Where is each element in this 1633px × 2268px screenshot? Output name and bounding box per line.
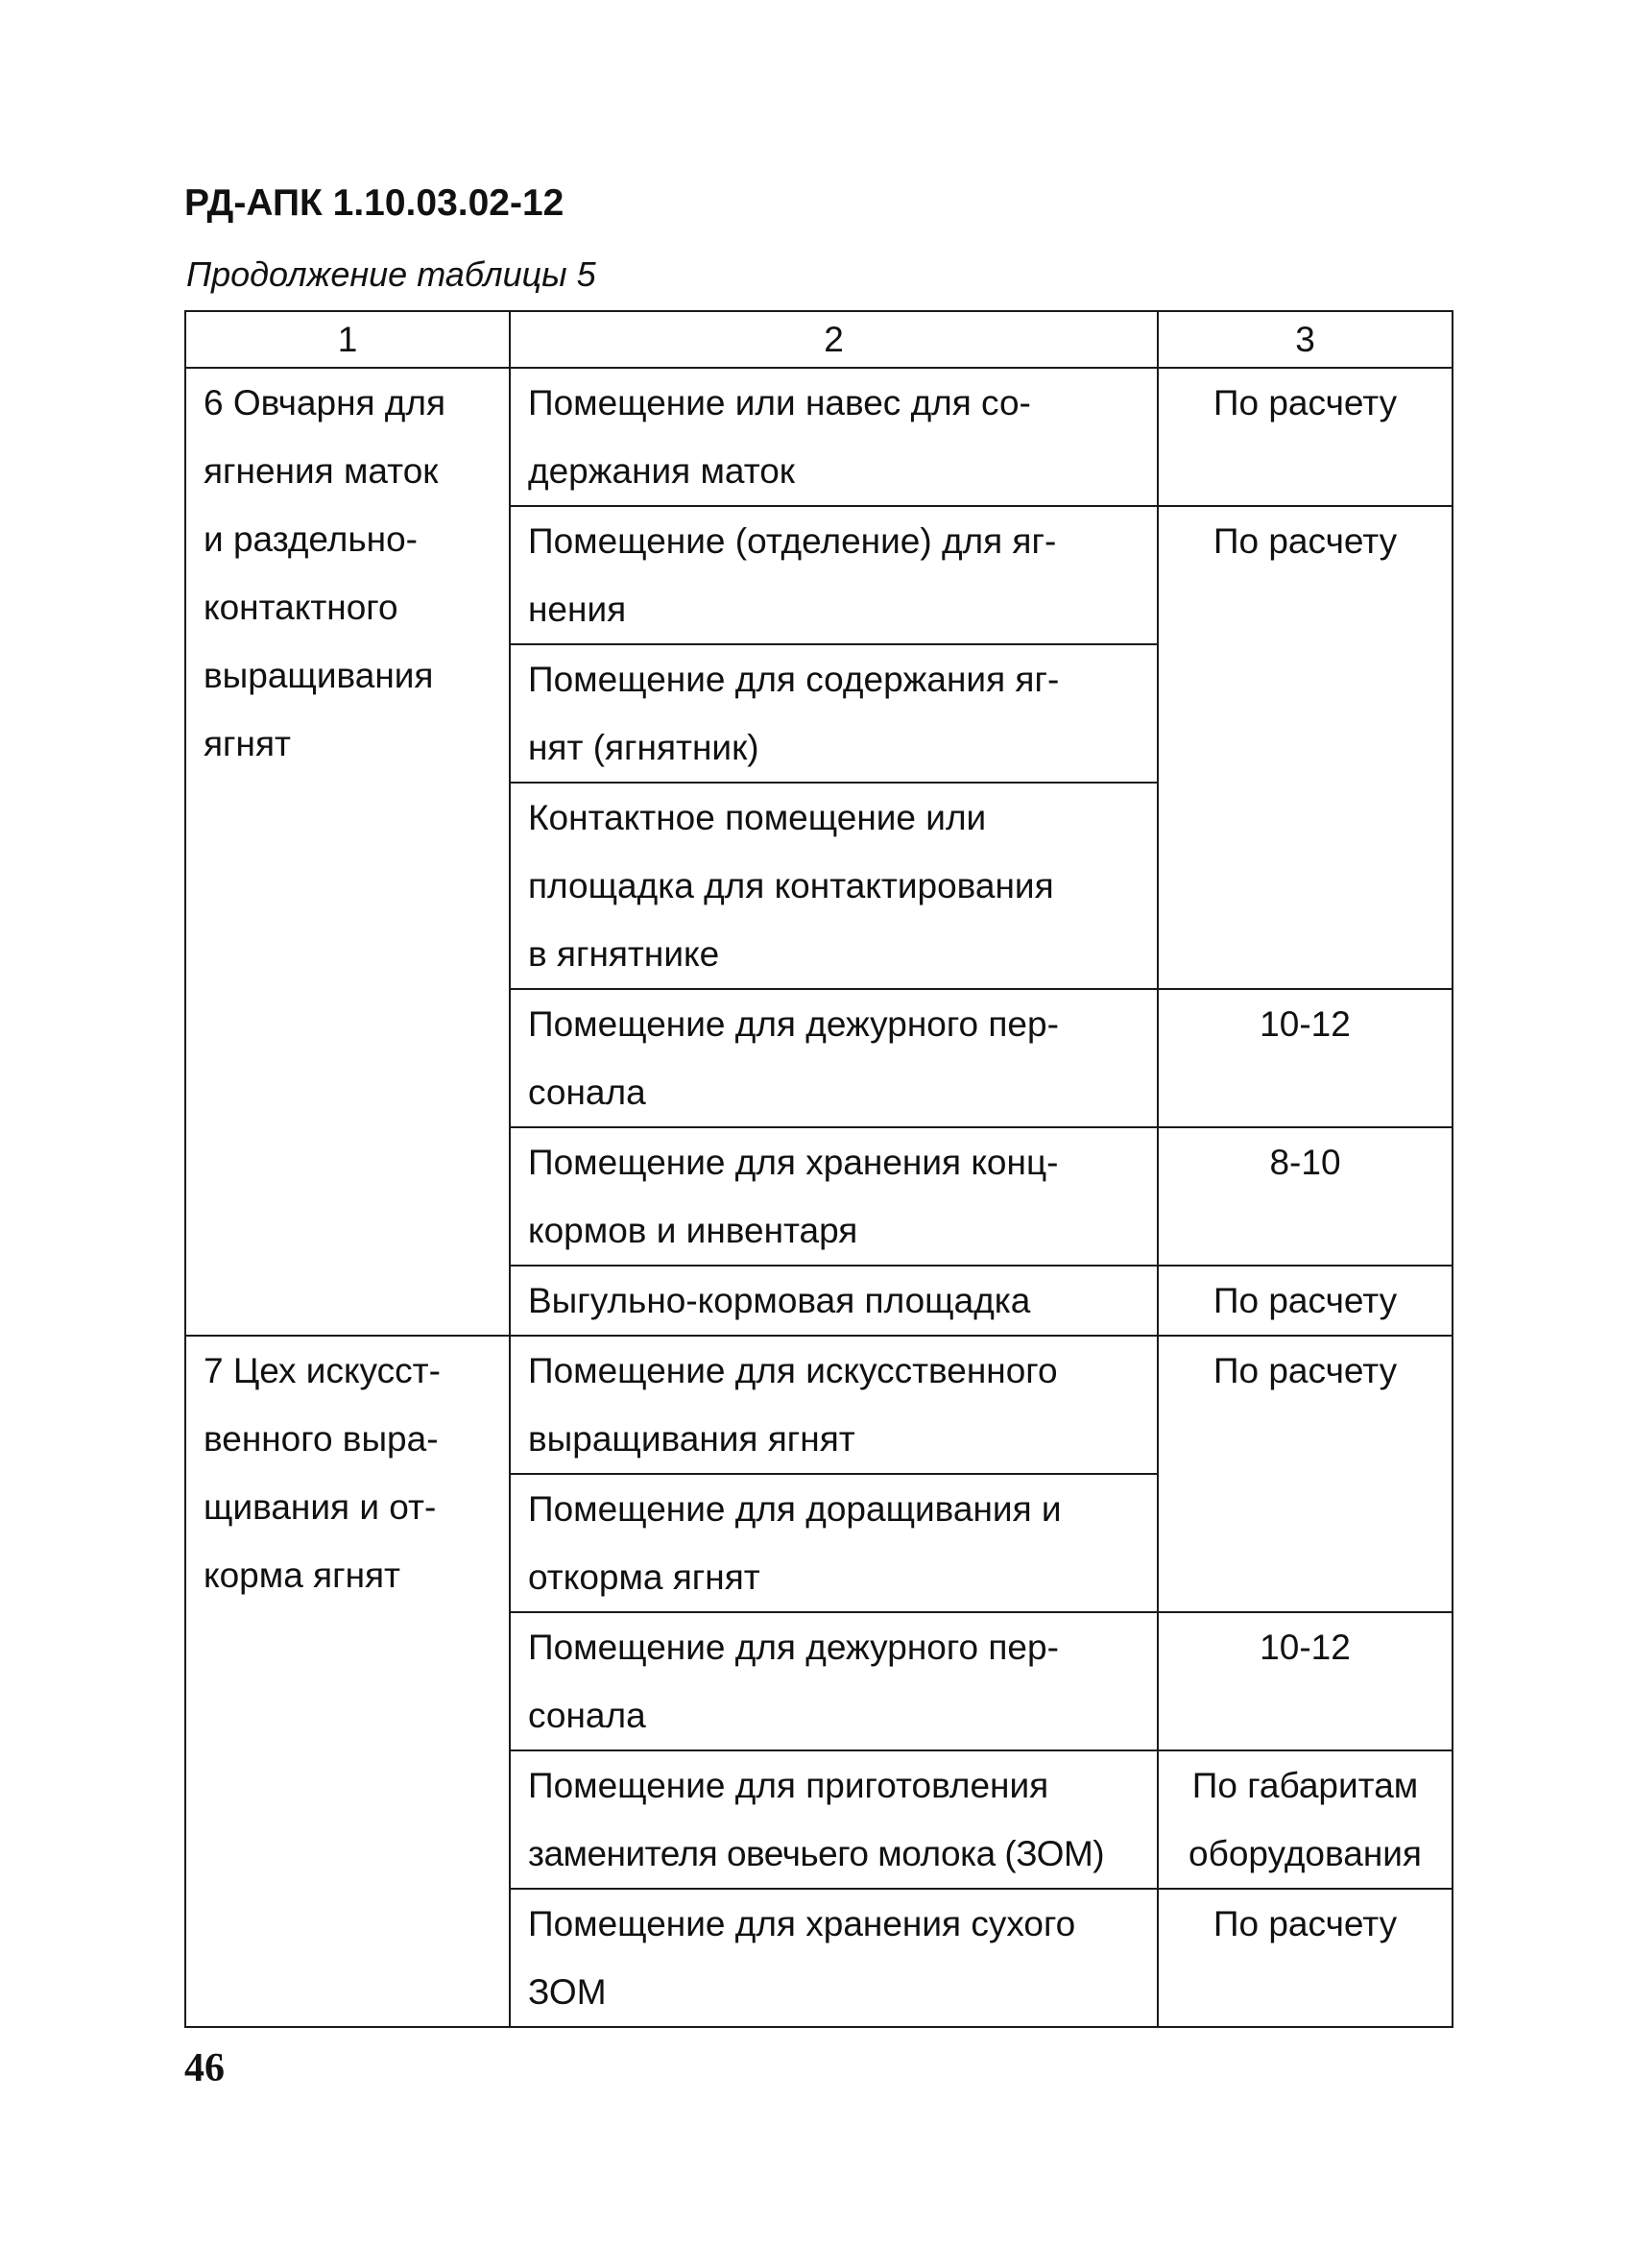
- room-line: Помещение или навес для со-: [528, 383, 1031, 422]
- document-code: РД-АПК 1.10.03.02-12: [184, 182, 564, 224]
- room-line: держания маток: [528, 451, 795, 491]
- room-line: Помещение для приготовления: [528, 1766, 1049, 1805]
- room-line: Контактное помещение или: [528, 798, 987, 837]
- value-cell: 10-12: [1158, 1612, 1453, 1750]
- facility-name-line: 6 Овчарня для: [204, 383, 446, 422]
- facility-name-line: венного выра-: [204, 1419, 439, 1459]
- value-line: По габаритам: [1191, 1766, 1419, 1805]
- room-line: Помещение для хранения сухого: [528, 1904, 1076, 1943]
- facility-name-line: ягнения маток: [204, 451, 439, 491]
- room-line: откорма ягнят: [528, 1557, 760, 1597]
- facility-name-cell: [185, 368, 510, 1336]
- table-header-row: [185, 311, 1453, 368]
- room-line: Помещение для дежурного пер-: [528, 1004, 1059, 1044]
- table-row: [185, 1336, 1453, 1474]
- room-cell: [510, 1474, 1158, 1612]
- facility-name-line: контактного: [204, 588, 398, 627]
- room-line: выращивания ягнят: [528, 1419, 855, 1459]
- room-line: Помещение для дежурного пер-: [528, 1628, 1059, 1667]
- page-number: 46: [184, 2046, 225, 2090]
- room-line: в ягнятнике: [528, 934, 720, 974]
- room-cell: [510, 1750, 1158, 1889]
- column-header-1: 1: [185, 311, 510, 368]
- room-line: нят (ягнятник): [528, 728, 759, 767]
- room-cell: [510, 1127, 1158, 1266]
- value-cell: По расчету: [1158, 368, 1453, 506]
- room-line: Помещение для искусственного: [528, 1351, 1058, 1390]
- facility-name-line: 7 Цех искусст-: [204, 1351, 441, 1390]
- room-line: кормов и инвентаря: [528, 1211, 858, 1250]
- value-cell: По расчету: [1158, 506, 1453, 989]
- value-cell: По расчету: [1158, 1889, 1453, 2027]
- room-line: сонала: [528, 1696, 646, 1735]
- room-line: площадка для контактирования: [528, 866, 1054, 905]
- value-line: оборудования: [1189, 1834, 1422, 1873]
- room-line: Помещение для хранения конц-: [528, 1143, 1059, 1182]
- room-line: нения: [528, 590, 627, 629]
- room-cell: [510, 989, 1158, 1127]
- facility-name-line: щивания и от-: [204, 1487, 437, 1527]
- value-cell: По расчету: [1158, 1266, 1453, 1336]
- requirements-table: [184, 310, 1453, 2028]
- room-line: Помещение для содержания яг-: [528, 660, 1060, 699]
- room-line: Помещение для доращивания и: [528, 1489, 1062, 1529]
- room-cell: [510, 506, 1158, 644]
- room-cell: [510, 1889, 1158, 2027]
- room-cell: [510, 1336, 1158, 1474]
- column-header-2: 2: [510, 311, 1158, 368]
- table-caption: Продолжение таблицы 5: [186, 254, 596, 294]
- facility-name-line: корма ягнят: [204, 1556, 400, 1595]
- facility-name-line: и раздельно-: [204, 519, 418, 559]
- room-cell: [510, 783, 1158, 989]
- value-cell: 8-10: [1158, 1127, 1453, 1266]
- value-cell: 10-12: [1158, 989, 1453, 1127]
- value-cell: По расчету: [1158, 1336, 1453, 1612]
- room-line: заменителя овечьего молока (ЗОМ): [528, 1834, 1105, 1873]
- room-cell: [510, 1612, 1158, 1750]
- room-cell: [510, 368, 1158, 506]
- room-cell: [510, 644, 1158, 783]
- facility-name-cell: [185, 1336, 510, 2027]
- value-cell: [1158, 1750, 1453, 1889]
- facility-name-line: выращивания: [204, 656, 434, 695]
- column-header-3: 3: [1158, 311, 1453, 368]
- table-row: [185, 368, 1453, 506]
- room-line: ЗОМ: [528, 1972, 607, 2012]
- room-cell: [510, 1266, 1158, 1336]
- room-line: сонала: [528, 1073, 646, 1112]
- facility-name-line: ягнят: [204, 724, 291, 763]
- room-line: Помещение (отделение) для яг-: [528, 521, 1057, 561]
- room-line: Выгульно-кормовая площадка: [528, 1281, 1031, 1320]
